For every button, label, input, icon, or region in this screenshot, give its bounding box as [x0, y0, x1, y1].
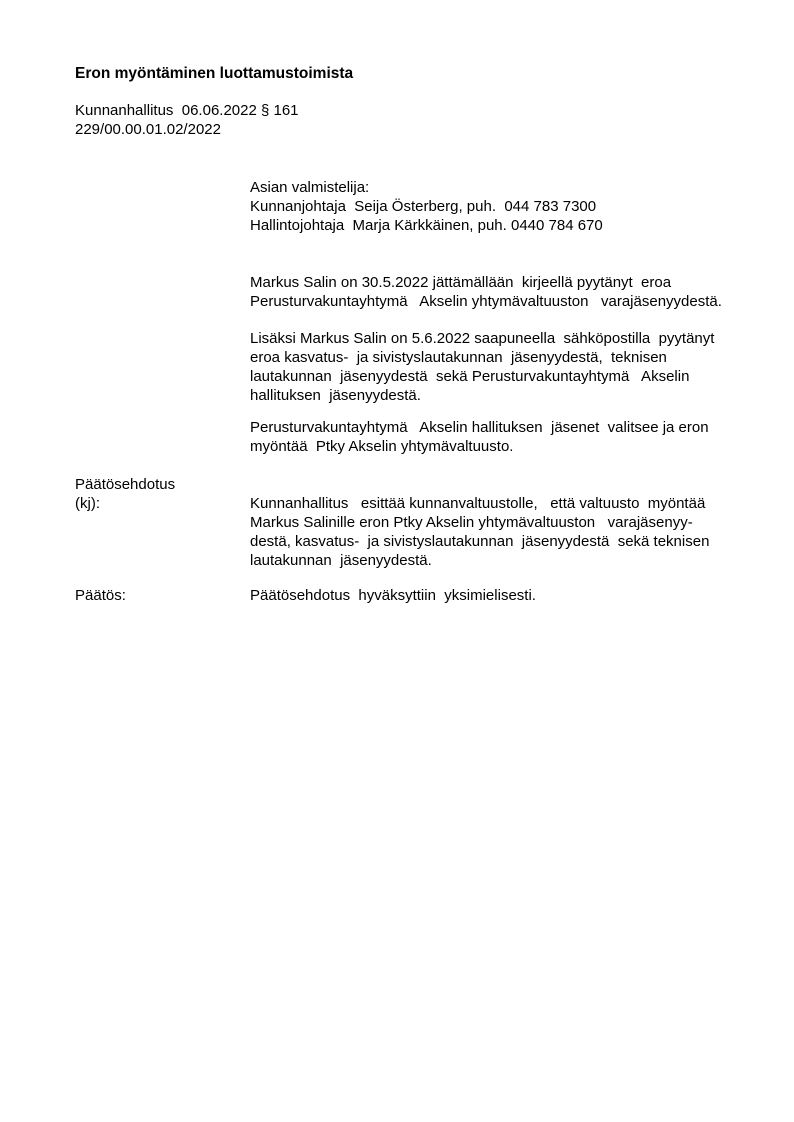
decision-text: Päätösehdotus hyväksyttiin yksimielisesti. [250, 587, 536, 604]
decision-proposal-label [75, 475, 175, 513]
paragraph-line: Perusturvakuntayhtymä Akselin yhtymävaltuuston varajäsenyydestä. [250, 293, 722, 310]
decision-label-text: Päätös: [75, 587, 126, 604]
preparer-line: Hallintojohtaja Marja Kärkkäinen, puh. 0440 784 670 [250, 217, 603, 234]
paragraph-line: Perusturvakuntayhtymä Akselin hallituksen jäsenet valitsee ja eron [250, 419, 709, 436]
paragraph-line: hallituksen jäsenyydestä. [250, 387, 421, 404]
paragraph-line: Lisäksi Markus Salin on 5.6.2022 saapuneella sähköpostilla pyytänyt [250, 330, 715, 347]
case-number: 229/00.00.01.02/2022 [75, 121, 221, 138]
paragraph-line: destä, kasvatus- ja sivistyslautakunnan jäsenyydestä sekä teknisen [250, 533, 710, 550]
header-block [75, 101, 299, 139]
preparer-block [250, 178, 603, 235]
paragraph-line: Kunnanhallitus esittää kunnanvaltuustolle, että valtuusto myöntää [250, 495, 706, 512]
document-title: Eron myöntäminen luottamustoimista [75, 65, 354, 82]
preparer-line: Kunnanjohtaja Seija Österberg, puh. 044 783 7300 [250, 198, 597, 215]
paragraph-line: lautakunnan jäsenyydestä sekä Perusturvakuntayhtymä Akselin [250, 368, 690, 385]
paragraph-line: lautakunnan jäsenyydestä. [250, 552, 432, 569]
decision-proposal-label-line: Päätösehdotus [75, 476, 176, 493]
paragraph-line: eroa kasvatus- ja sivistyslautakunnan jäsenyydestä, teknisen [250, 349, 667, 366]
body-paragraph-email-request [250, 329, 714, 405]
body-paragraph-board-selection [250, 418, 709, 456]
paragraph-line: Markus Salinille eron Ptky Akselin yhtymävaltuuston varajäsenyy- [250, 514, 693, 531]
decision-proposal-label-line: (kj): [75, 495, 100, 512]
preparer-heading: Asian valmistelija: [250, 179, 370, 196]
paragraph-line: myöntää Ptky Akselin yhtymävaltuusto. [250, 438, 514, 455]
paragraph-line: Markus Salin on 30.5.2022 jättämällään kirjeellä pyytänyt eroa [250, 274, 672, 291]
decision-proposal-body [250, 494, 709, 570]
body-paragraph-resignation-letter [250, 273, 722, 311]
decision-label [75, 586, 126, 605]
committee-date-line: Kunnanhallitus 06.06.2022 § 161 [75, 102, 299, 119]
decision-body [250, 586, 536, 605]
